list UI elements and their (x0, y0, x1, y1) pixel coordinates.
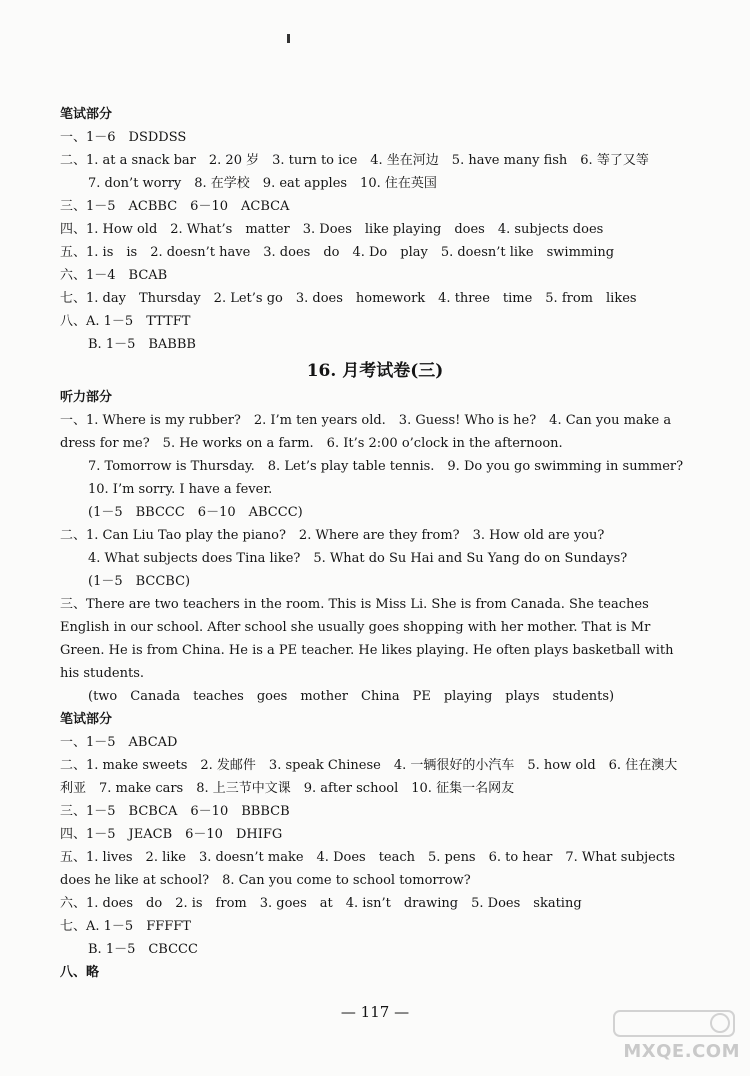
exam-title: 16. 月考试卷(三) (306, 361, 444, 381)
answer-line: 六、1－4 BCAB (60, 268, 168, 283)
watermark-text: MXQE.COM (623, 1041, 740, 1062)
section-heading-written: 笔试部分 (60, 107, 113, 122)
answer-line: 五、1. lives 2. like 3. doesn’t make 4. Does teach 5. pens 6. to hear 7. What subjects does he like at school? 8. Can you come to school tomorrow? (60, 850, 675, 888)
answer-line: 三、1－5 ACBBC 6－10 ACBCA (60, 199, 290, 214)
listening-q2: 二、1. Can Liu Tao play the piano? 2. Where are they from? 3. How old are you? (60, 528, 605, 543)
listening-q1-cont: 7. Tomorrow is Thursday. 8. Let’s play table tennis. 9. Do you go swimming in summer? 10. I’m sorry. I have a fever. (88, 459, 697, 497)
listening-q3-passage: 三、There are two teachers in the room. This is Miss Li. She is from Canada. She teaches English in our school. After school she usually goes shopping with her mother. That is Mr Green. He is from China. He is a PE teacher. He likes playing. He often plays basketball with his students. (60, 597, 674, 681)
answer-line: 三、1－5 BCBCA 6－10 BBBCB (60, 804, 290, 819)
listening-q1-answers: (1－5 BBCCC 6－10 ABCCC) (88, 505, 303, 520)
answer-line: 二、1. at a snack bar 2. 20 岁 3. turn to ice 4. 坐在河边 5. have many fish 6. 等了又等 (60, 153, 649, 168)
section-heading-written-2: 笔试部分 (60, 712, 113, 727)
page-content (60, 103, 697, 984)
answer-line: 五、1. is is 2. doesn’t have 3. does do 4. Do play 5. doesn’t like swimming (60, 245, 615, 260)
answer-line: B. 1－5 BABBB (88, 337, 196, 352)
answer-line: 七、1. day Thursday 2. Let’s go 3. does homework 4. three time 5. from likes (60, 291, 637, 306)
listening-q2-answers: (1－5 BCCBC) (88, 574, 191, 589)
page-number: — 117 — (340, 1003, 410, 1021)
watermark-logo-icon (612, 1008, 742, 1038)
watermark (612, 1008, 742, 1062)
scan-mark (287, 34, 290, 43)
answer-line: 六、1. does do 2. is from 3. goes at 4. isn’t drawing 5. Does skating (60, 896, 582, 911)
listening-q2-cont: 4. What subjects does Tina like? 5. What do Su Hai and Su Yang do on Sundays? (88, 551, 628, 566)
section-heading-listening: 听力部分 (60, 390, 113, 405)
listening-q3-answers: (two Canada teaches goes mother China PE playing plays students) (88, 689, 615, 704)
answer-line: 八、A. 1－5 TTTFT (60, 314, 191, 329)
answer-line: 四、1－5 JEACB 6－10 DHIFG (60, 827, 283, 842)
answer-line: 八、略 (60, 965, 100, 980)
listening-q1: 一、1. Where is my rubber? 2. I’m ten years old. 3. Guess! Who is he? 4. Can you make a dress for me? 5. He works on a farm. 6. It’s 2:00 o’clock in the afternoon. (60, 413, 672, 451)
answer-line: 7. don’t worry 8. 在学校 9. eat apples 10. 住在英国 (88, 176, 437, 191)
answer-line: 二、1. make sweets 2. 发邮件 3. speak Chinese 4. 一辆很好的小汽车 5. how old 6. 住在澳大利亚 7. make cars 8. 上三节中文课 9. after school 10. 征集一名网友 (60, 758, 678, 796)
answer-line: 一、1－6 DSDDSS (60, 130, 187, 145)
answer-line: 一、1－5 ABCAD (60, 735, 178, 750)
answer-line: 七、A. 1－5 FFFFT (60, 919, 191, 934)
answer-line: 四、1. How old 2. What’s matter 3. Does like playing does 4. subjects does (60, 222, 604, 237)
answer-line: B. 1－5 CBCCC (88, 942, 198, 957)
